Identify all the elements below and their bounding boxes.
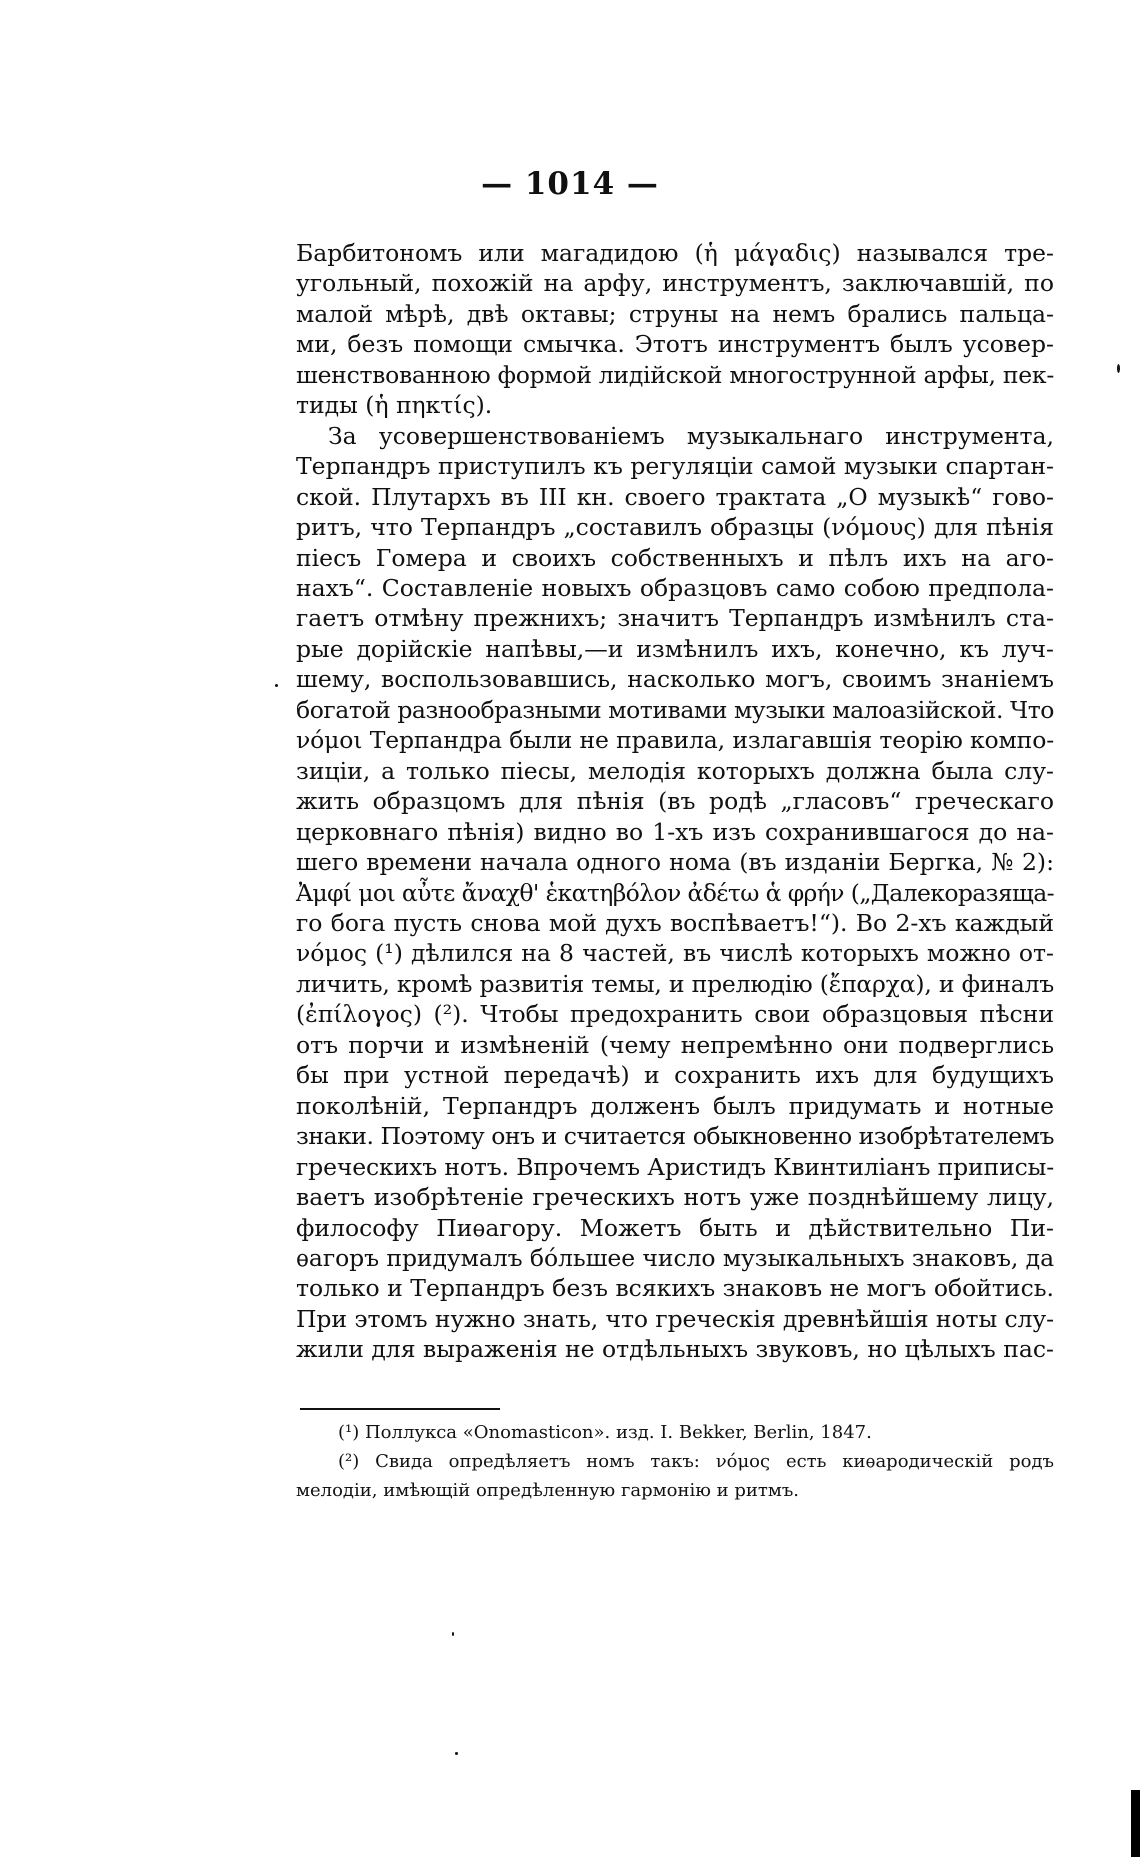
text-line: ритъ, что Терпандръ „составилъ образцы (νόμους) для пѣнія [296, 513, 1054, 542]
scan-speck [275, 684, 278, 687]
text-line: Терпандръ приступилъ къ регуляціи самой музыки спартан- [296, 452, 1054, 481]
text-line: только и Терпандръ безъ всякихъ знаковъ не могъ обойтись. [296, 1274, 1055, 1303]
footnote-2: (²) Свида опредѣляетъ номъ такъ: νόμος есть киѳародическій родъ [338, 1451, 1054, 1472]
text-line: Барбитономъ или магадидою (ἡ μάγαδις) назывался тре- [296, 239, 1054, 267]
main-text [296, 238, 1054, 1365]
text-line: тиды (ἡ πηκτίς). [296, 391, 493, 420]
paragraph-first-line: За усовершенствованіемъ музыкальнаго инструмента, [328, 421, 1054, 450]
scan-speck [455, 1752, 458, 1755]
text-line: При этомъ нужно знать, что греческія древнѣйшія ноты слу- [296, 1304, 1055, 1333]
text-line: церковнаго пѣнія) видно во 1-хъ изъ сохранившагося до на- [296, 817, 1054, 846]
scan-speck [1117, 364, 1120, 373]
page-number: — 1014 — [481, 166, 659, 202]
text-line: νόμος (¹) дѣлился на 8 частей, въ числѣ которыхъ можно от- [296, 939, 1054, 968]
text-line: ми, безъ помощи смычка. Этотъ инструментъ былъ усовер- [296, 330, 1054, 359]
text-line: зиціи, а только піесы, мелодія которыхъ должна была слу- [296, 756, 1054, 785]
text-line: рые дорійскіе напѣвы,—и измѣнилъ ихъ, конечно, къ луч- [296, 634, 1054, 663]
text-line: греческихъ нотъ. Впрочемъ Аристидъ Квинтиліанъ приписы- [296, 1152, 1054, 1181]
text-line: гаетъ отмѣну прежнихъ; значитъ Терпандръ измѣнилъ ста- [296, 604, 1054, 633]
footnote-divider [300, 1408, 500, 1410]
text-line: отъ порчи и измѣненій (чему непремѣнно они подверглись [296, 1030, 1054, 1059]
scan-edge-mark [1131, 1790, 1140, 1857]
scan-speck [452, 1632, 454, 1636]
text-line: νόμοι Терпандра были не правила, излагавшія теорію компо- [296, 726, 1054, 755]
text-line: малой мѣрѣ, двѣ октавы; струны на немъ брались пальца- [296, 299, 1054, 328]
text-line: го бога пусть снова мой духъ воспѣваетъ!“). Во 2-хъ каждый [296, 908, 1054, 937]
text-line: бы при устной передачѣ) и сохранить ихъ для будущихъ [296, 1061, 1054, 1090]
footnotes [296, 1418, 1054, 1505]
text-line: знаки. Поэтому онъ и считается обыкновенно изобрѣтателемъ [296, 1122, 1055, 1151]
greek-quote-line: Ἀμφί μοι αὖτε ἄναχθ' ἑκατηβόλον ἀδέτω ἁ φρήν („Далекоразяща- [296, 878, 1054, 907]
text-line: (ἐπίλογος) (²). Чтобы предохранить свои образцовыя пѣсни [296, 1000, 1054, 1029]
text-line: угольный, похожій на арфу, инструментъ, заключавшій, по [296, 269, 1054, 298]
text-line: философу Пиѳагору. Можетъ быть и дѣйствительно Пи- [296, 1213, 1054, 1242]
footnote-2-continued: мелодіи, имѣющій опредѣленную гармонію и ритмъ. [296, 1480, 799, 1501]
text-line: шему, воспользовавшись, насколько могъ, своимъ знаніемъ [296, 665, 1054, 694]
text-line: піесъ Гомера и своихъ собственныхъ и пѣлъ ихъ на аго- [296, 543, 1054, 572]
text-line: жить образцомъ для пѣнія (въ родѣ „гласовъ“ греческаго [296, 787, 1054, 816]
text-line: жили для выраженія не отдѣльныхъ звуковъ, но цѣлыхъ пас- [296, 1335, 1054, 1364]
text-line: ѳагоръ придумалъ бóльшее число музыкальныхъ знаковъ, да [296, 1243, 1055, 1272]
text-line: личить, кромѣ развитія темы, и прелюдію (ἔπαρχα), и финалъ [296, 969, 1054, 998]
text-line: богатой разнообразными мотивами музыки малоазійской. Что [296, 695, 1054, 724]
text-line: нахъ“. Составленіе новыхъ образцовъ само собою предпола- [296, 573, 1054, 602]
text-line: ваетъ изобрѣтеніе греческихъ нотъ уже позднѣйшему лицу, [296, 1183, 1054, 1212]
text-line: шего времени начала одного нома (въ изданіи Бергка, № 2): [296, 848, 1054, 877]
text-line: поколѣній, Терпандръ долженъ былъ придумать и нотные [296, 1091, 1054, 1120]
footnote-1: (¹) Поллукса «Onomasticon». изд. I. Bekker, Berlin, 1847. [338, 1422, 872, 1443]
text-line: шенствованною формой лидійской многострунной арфы, пек- [296, 360, 1054, 389]
text-line: ской. Плутархъ въ III кн. своего трактата „О музыкѣ“ гово- [296, 482, 1054, 511]
